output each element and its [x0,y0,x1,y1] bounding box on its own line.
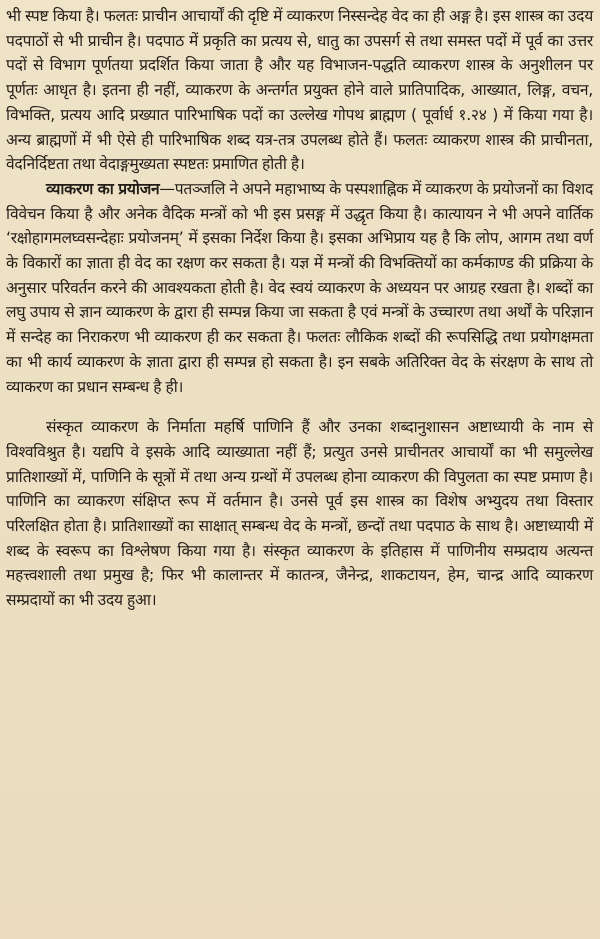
paragraph-2 [6,177,593,399]
paragraph-3-text: संस्कृत व्याकरण के निर्माता महर्षि पाणिनि हैं और उनका शब्दानुशासन अष्टाध्यायी के नाम से विश्वविश्रुत है। यद्यपि वे इसके आदि व्याख्याता नहीं हैं; प्रत्युत उनसे प्राचीनतर आचार्यों का भी समुल्लेख प्रातिशाख्यों में, पाणिनि के सूत्रों में तथा अन्य ग्रन्थों में उपलब्ध होना व्याकरण की विपुलता का स्पष्ट प्रमाण है। पाणिनि का व्याकरण संक्षिप्त रूप में वर्तमान है। उनसे पूर्व इस शास्त्र का विशेष अभ्युदय तथा विस्तार परिलक्षित होता है। प्रातिशाख्यों का साक्षात् सम्बन्ध वेद के मन्त्रों, छन्दों तथा पदपाठ के साथ है। अष्टाध्यायी में शब्द के स्वरूप का विश्लेषण किया गया है। संस्कृत व्याकरण के इतिहास में पाणिनीय सम्प्रदाय अत्यन्त महत्त्वशाली तथा प्रमुख है; फिर भी कालान्तर में कातन्त्र, जैनेन्द्र, शाकटायन, हेम, चान्द्र आदि व्याकरण सम्प्रदायों का भी उदय हुआ। [6,418,593,610]
paragraph-3 [6,415,593,613]
paragraph-1 [6,4,593,177]
paragraph-1-text: भी स्पष्ट किया है। फलतः प्राचीन आचार्यों की दृष्टि में व्याकरण निस्सन्देह वेद का ही अङ्ग है। इस शास्त्र का उदय पदपाठों से भी प्राचीन है। पदपाठ में प्रकृति का प्रत्यय से, धातु का उपसर्ग से तथा समस्त पदों में पूर्व का उत्तर पदों से विभाग पूर्णतया प्रदर्शित किया जाता है और यह विभाजन-पद्धति व्याकरण शास्त्र के अनुशीलन पर पूर्णतः आधृत है। इतना ही नहीं, व्याकरण के अन्तर्गत प्रयुक्त होने वाले प्रातिपादिक, आख्यात, लिङ्ग, वचन, विभक्ति, प्रत्यय आदि प्रख्यात पारिभाषिक पदों का उल्लेख गोपथ ब्राह्मण ( पूर्वार्ध १.२४ ) में किया गया है। अन्य ब्राह्मणों में भी ऐसे ही पारिभाषिक शब्द यत्र-तत्र उपलब्ध होते हैं। फलतः व्याकरण शास्त्र की प्राचीनता, वेदनिर्दिष्टता तथा वेदाङ्गमुख्यता स्पष्टतः प्रमाणित होती है। [6,7,593,174]
section-heading: व्याकरण का प्रयोजन [46,179,160,198]
paragraph-2-text: —पतञ्जलि ने अपने महाभाष्य के पस्पशाह्निक में व्याकरण के प्रयोजनों का विशद विवेचन किया है और अनेक वैदिक मन्त्रों को भी इस प्रसङ्ग में उद्धृत किया है। कात्यायन ने भी अपने वार्तिक ‘रक्षोहागमलघ्वसन्देहाः प्रयोजनम्’ में इसका निर्देश किया है। इसका अभिप्राय यह है कि लोप, आगम तथा वर्ण के विकारों का ज्ञाता ही वेद का रक्षण कर सकता है। यज्ञ में मन्त्रों की विभक्तियों का कर्मकाण्ड की प्रक्रिया के अनुसार परिवर्तन करने की आवश्यकता होती है। वेद स्वयं व्याकरण के अध्ययन पर आग्रह रखता है। शब्दों का लघु उपाय से ज्ञान व्याकरण के द्वारा ही सम्पन्न किया जा सकता है एवं मन्त्रों के उच्चारण तथा अर्थों के परिज्ञान में सन्देह का निराकरण भी व्याकरण ही कर सकता है। फलतः लौकिक शब्दों की रूपसिद्धि तथा प्रयोगक्षमता का भी कार्य व्याकरण के ज्ञाता द्वारा ही सम्पन्न हो सकता है। इन सबके अतिरिक्त वेद के संरक्षण के साथ तो व्याकरण का प्रधान सम्बन्ध है ही। [6,179,593,396]
